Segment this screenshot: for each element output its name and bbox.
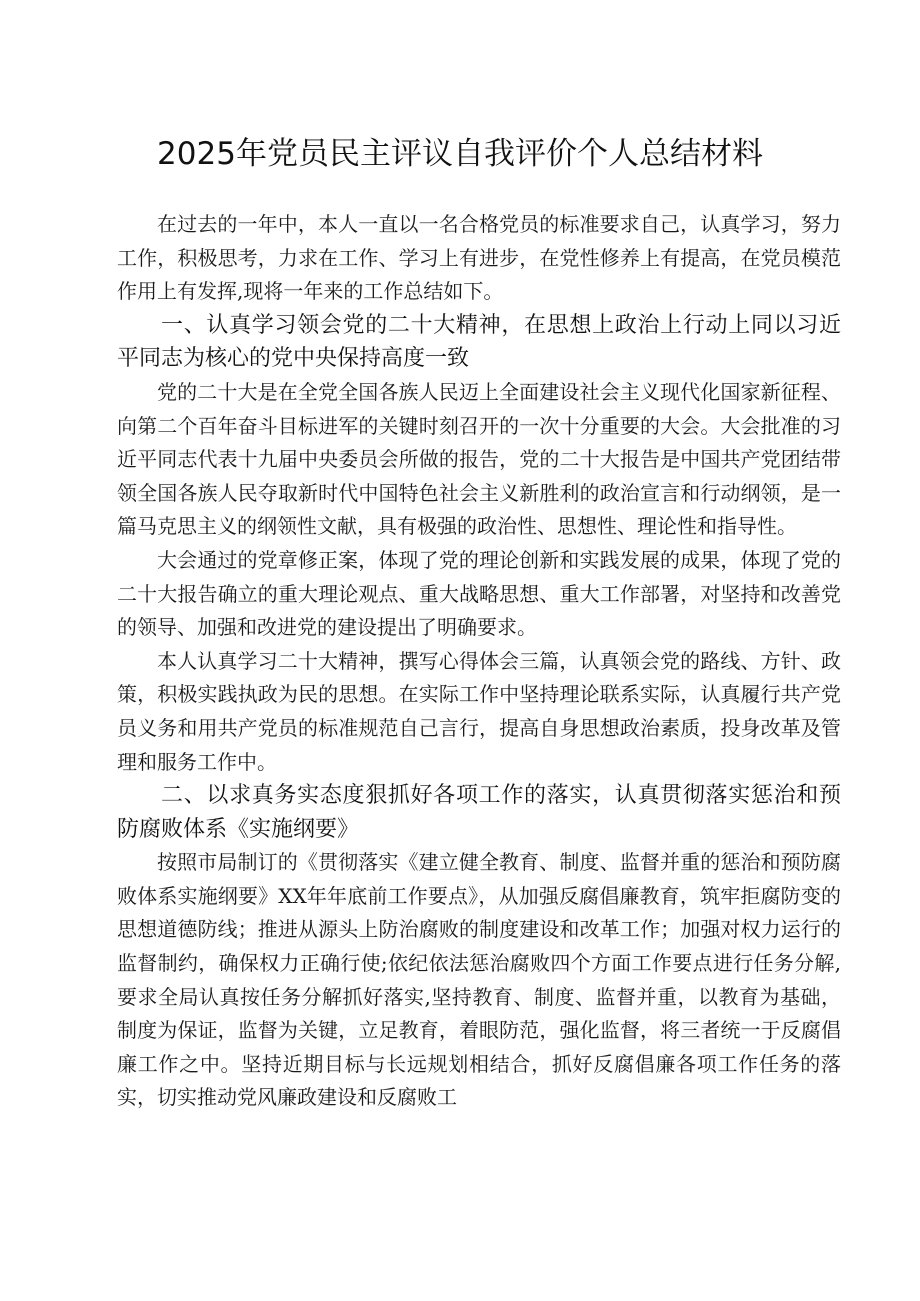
section-2-paragraph-1: 按照市局制订的《贯彻落实《建立健全教育、制度、监督并重的惩治和预防腐败体系实施纲要》XX年年底前工作要点》，从加强反腐倡廉教育，筑牢拒腐防变的思想道德防线；推进从源头上防治腐败的制度建设和改革工作；加强对权力运行的监督制约，确保权力正确行使;依纪依法惩治腐败四个方面工作要点进行任务分解,要求全局认真按任务分解抓好落实,坚持教育、制度、监督并重，以教育为基础，制度为保证，监督为关键，立足教育，着眼防范，强化监督，将三者统一于反腐倡廉工作之中。坚持近期目标与长远规划相结合，抓好反腐倡廉各项工作任务的落实，切实推动党风廉政建设和反腐败工 [117, 850, 841, 1110]
document-title: 2025年党员民主评议自我评价个人总结材料 [157, 136, 763, 172]
section-1-paragraph-2: 大会通过的党章修正案，体现了党的理论创新和实践发展的成果，体现了党的二十大报告确立的重大理论观点、重大战略思想、重大工作部署，对坚持和改善党的领导、加强和改进党的建设提出了明确要求。 [117, 547, 841, 640]
section-1-heading: 一、认真学习领会党的二十大精神，在思想上政治上行动上同以习近平同志为核心的党中央保持高度一致 [117, 312, 841, 372]
section-2-heading: 二、以求真务实态度狠抓好各项工作的落实，认真贯彻落实惩治和预防腐败体系《实施纲要》 [117, 783, 841, 842]
section-1-paragraph-3: 本人认真学习二十大精神，撰写心得体会三篇，认真领会党的路线、方针、政策，积极实践执政为民的思想。在实际工作中坚持理论联系实际，认真履行共产党员义务和用共产党员的标准规范自己言行，提高自身思想政治素质，投身改革及管理和服务工作中。 [117, 648, 841, 774]
document-body [117, 208, 841, 1115]
section-1-paragraph-1: 党的二十大是在全党全国各族人民迈上全面建设社会主义现代化国家新征程、向第二个百年奋斗目标进军的关键时刻召开的一次十分重要的大会。大会批准的习近平同志代表十九届中央委员会所做的报告，党的二十大报告是中国共产党团结带领全国各族人民夺取新时代中国特色社会主义新胜利的政治宣言和行动纲领，是一篇马克思主义的纲领性文献，具有极强的政治性、思想性、理论性和指导性。 [117, 379, 841, 539]
intro-paragraph: 在过去的一年中，本人一直以一名合格党员的标准要求自己，认真学习，努力工作，积极思考，力求在工作、学习上有进步，在党性修养上有提高，在党员模范作用上有发挥,现将一年来的工作总结如下。 [117, 212, 841, 304]
